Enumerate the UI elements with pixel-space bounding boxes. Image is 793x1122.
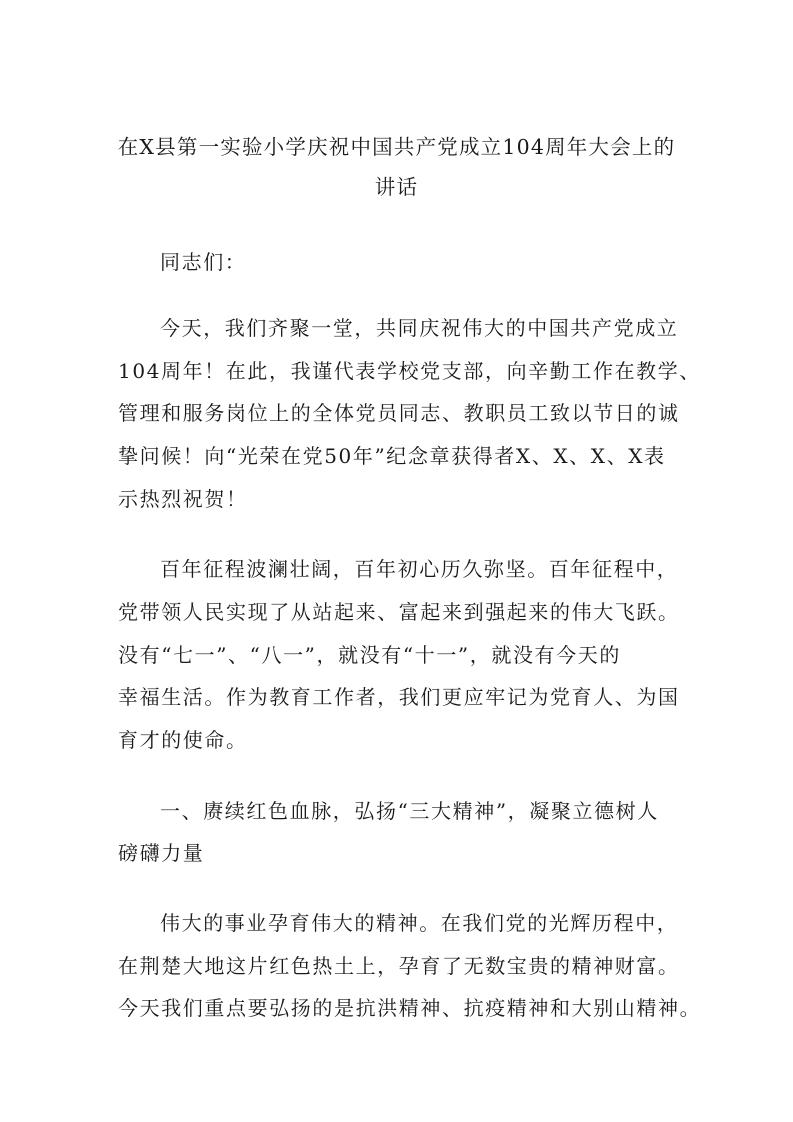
document-title-line-2: 讲话	[374, 175, 419, 199]
paragraph-3-line: 在荆楚大地这片红色热土上，孕育了无数宝贵的精神财富。	[118, 954, 680, 978]
paragraph-2-line: 百年征程波澜壮阔，百年初心历久弥坚。百年征程中，	[160, 557, 679, 581]
paragraph-1-line: 管理和服务岗位上的全体党员同志、教职员工致以节日的诚	[118, 401, 680, 425]
salutation: 同志们：	[160, 250, 247, 274]
section-heading-line: 一、赓续红色血脉，弘扬“三大精神”，凝聚立德树人	[160, 799, 659, 823]
paragraph-2-line: 党带领人民实现了从站起来、富起来到强起来的伟大飞跃。	[118, 600, 680, 624]
paragraph-3-line: 伟大的事业孕育伟大的精神。在我们党的光辉历程中，	[160, 911, 679, 935]
paragraph-2-line: 幸福生活。作为教育工作者，我们更应牢记为党育人、为国	[118, 685, 680, 709]
paragraph-1-line: 示热烈祝贺！	[118, 487, 248, 511]
paragraph-1-line: 104周年！在此，我谨代表学校党支部，向辛勤工作在教学、	[118, 359, 701, 383]
document-title-line-1: 在X县第一实验小学庆祝中国共产党成立104周年大会上的	[117, 135, 676, 159]
paragraph-1-line: 挚问候！向“光荣在党50年”纪念章获得者X、X、X、X表	[118, 444, 666, 468]
paragraph-1-line: 今天，我们齐聚一堂，共同庆祝伟大的中国共产党成立	[160, 316, 679, 340]
paragraph-2-line: 没有“七一”、“八一”，就没有“十一”，就没有今天的	[118, 643, 621, 667]
paragraph-2-line: 育才的使命。	[118, 728, 248, 752]
section-heading-line: 磅礴力量	[118, 841, 205, 865]
paragraph-3-line: 今天我们重点要弘扬的是抗洪精神、抗疫精神和大别山精神。	[118, 996, 702, 1020]
